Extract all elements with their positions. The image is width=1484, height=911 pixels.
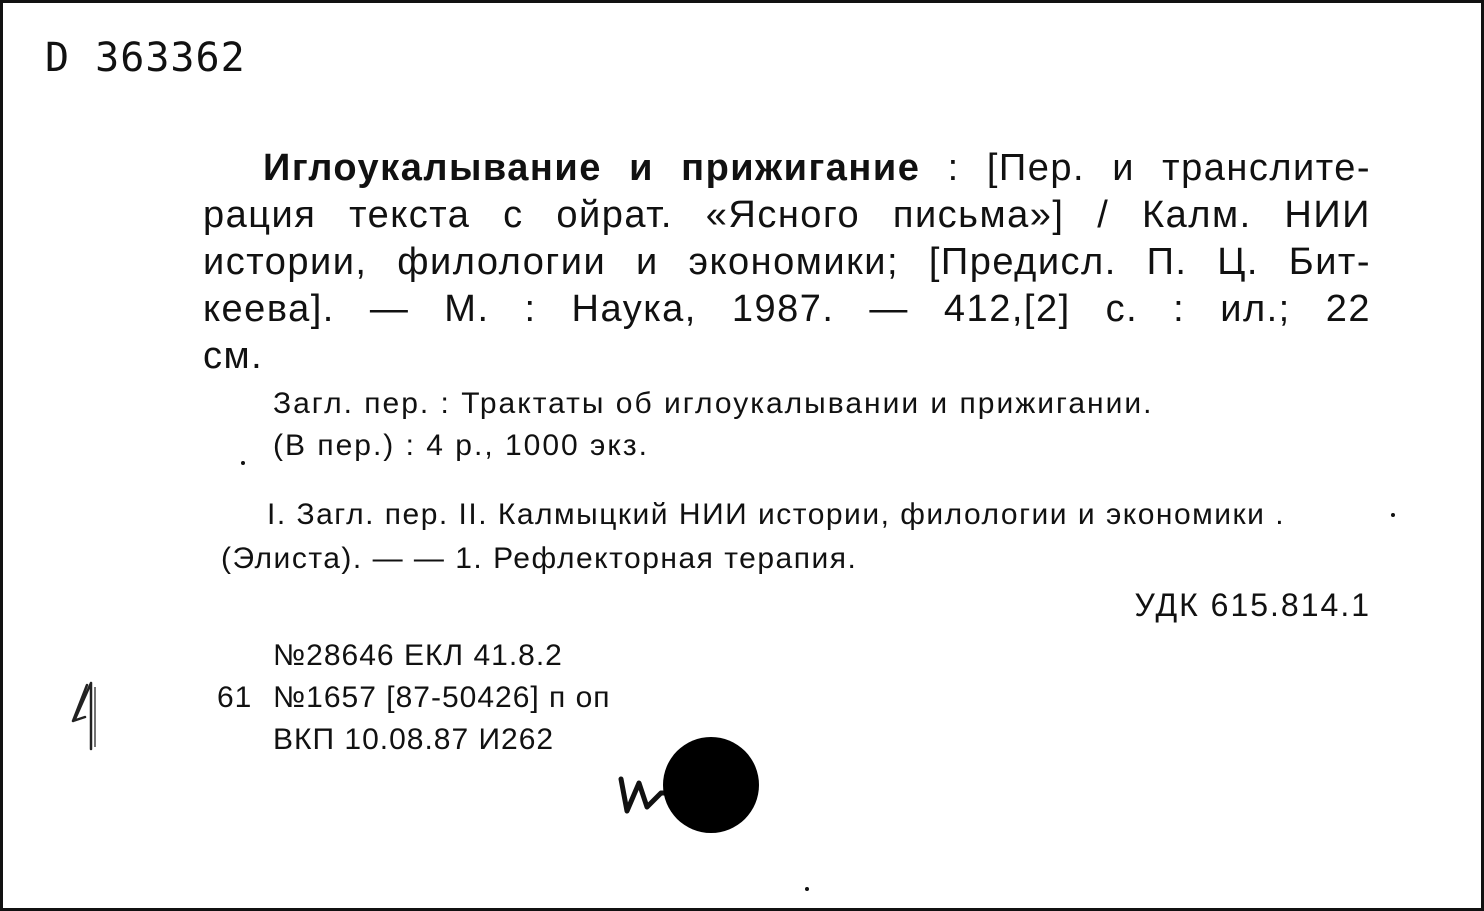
tracings bbox=[221, 493, 1381, 581]
ink-speck bbox=[805, 887, 809, 891]
accession-row-1-text: №28646 ЕКЛ 41.8.2 bbox=[273, 639, 563, 672]
ink-dot bbox=[663, 737, 759, 833]
accession-row-3-text: ВКП 10.08.87 И262 bbox=[273, 723, 555, 756]
accession-row-3 bbox=[217, 719, 611, 761]
entry-title: Иглоукалывание и прижигание bbox=[263, 147, 921, 189]
accession-row-1 bbox=[217, 635, 611, 677]
udk-classification: УДК 615.814.1 bbox=[1134, 587, 1371, 623]
entry-line-2: рация текста с ойрат. «Ясного письма»] / Калм. НИИ bbox=[203, 194, 1371, 236]
accession-row-1-prefix bbox=[217, 635, 273, 677]
entry-line-1-text: : [Пер. и транслите- bbox=[920, 147, 1371, 189]
entry-line-4: кеева]. — М. : Наука, 1987. — 412,[2] с. : ил.; 22 bbox=[203, 288, 1371, 330]
notes-line-1: Загл. пер. : Трактаты об иглоукалывании и прижигании. bbox=[273, 387, 1154, 420]
notes bbox=[273, 383, 1153, 467]
accession-row-2-prefix: 61 bbox=[217, 681, 253, 714]
tracings-line-1: I. Загл. пер. II. Калмыцкий НИИ истории, филологии и экономики . bbox=[267, 498, 1286, 531]
entry-line-5: см. bbox=[203, 335, 264, 377]
accession-row-2 bbox=[217, 677, 611, 719]
call-number: D 363362 bbox=[45, 35, 246, 81]
accession-row-3-prefix bbox=[217, 719, 273, 761]
ink-speck bbox=[1391, 513, 1395, 517]
accession-block bbox=[217, 635, 611, 761]
tracings-line-2: (Элиста). — — 1. Рефлекторная терапия. bbox=[221, 542, 858, 575]
handwritten-mark bbox=[65, 679, 115, 755]
entry-line-3: истории, филологии и экономики; [Предисл. П. Ц. Бит- bbox=[203, 241, 1371, 283]
bibliographic-entry bbox=[203, 145, 1371, 380]
notes-line-2: (В пер.) : 4 р., 1000 экз. bbox=[273, 429, 649, 462]
accession-row-2-text: №1657 [87-50426] п оп bbox=[273, 681, 611, 714]
entry-line-1 bbox=[203, 145, 1371, 192]
ink-speck bbox=[241, 461, 245, 465]
